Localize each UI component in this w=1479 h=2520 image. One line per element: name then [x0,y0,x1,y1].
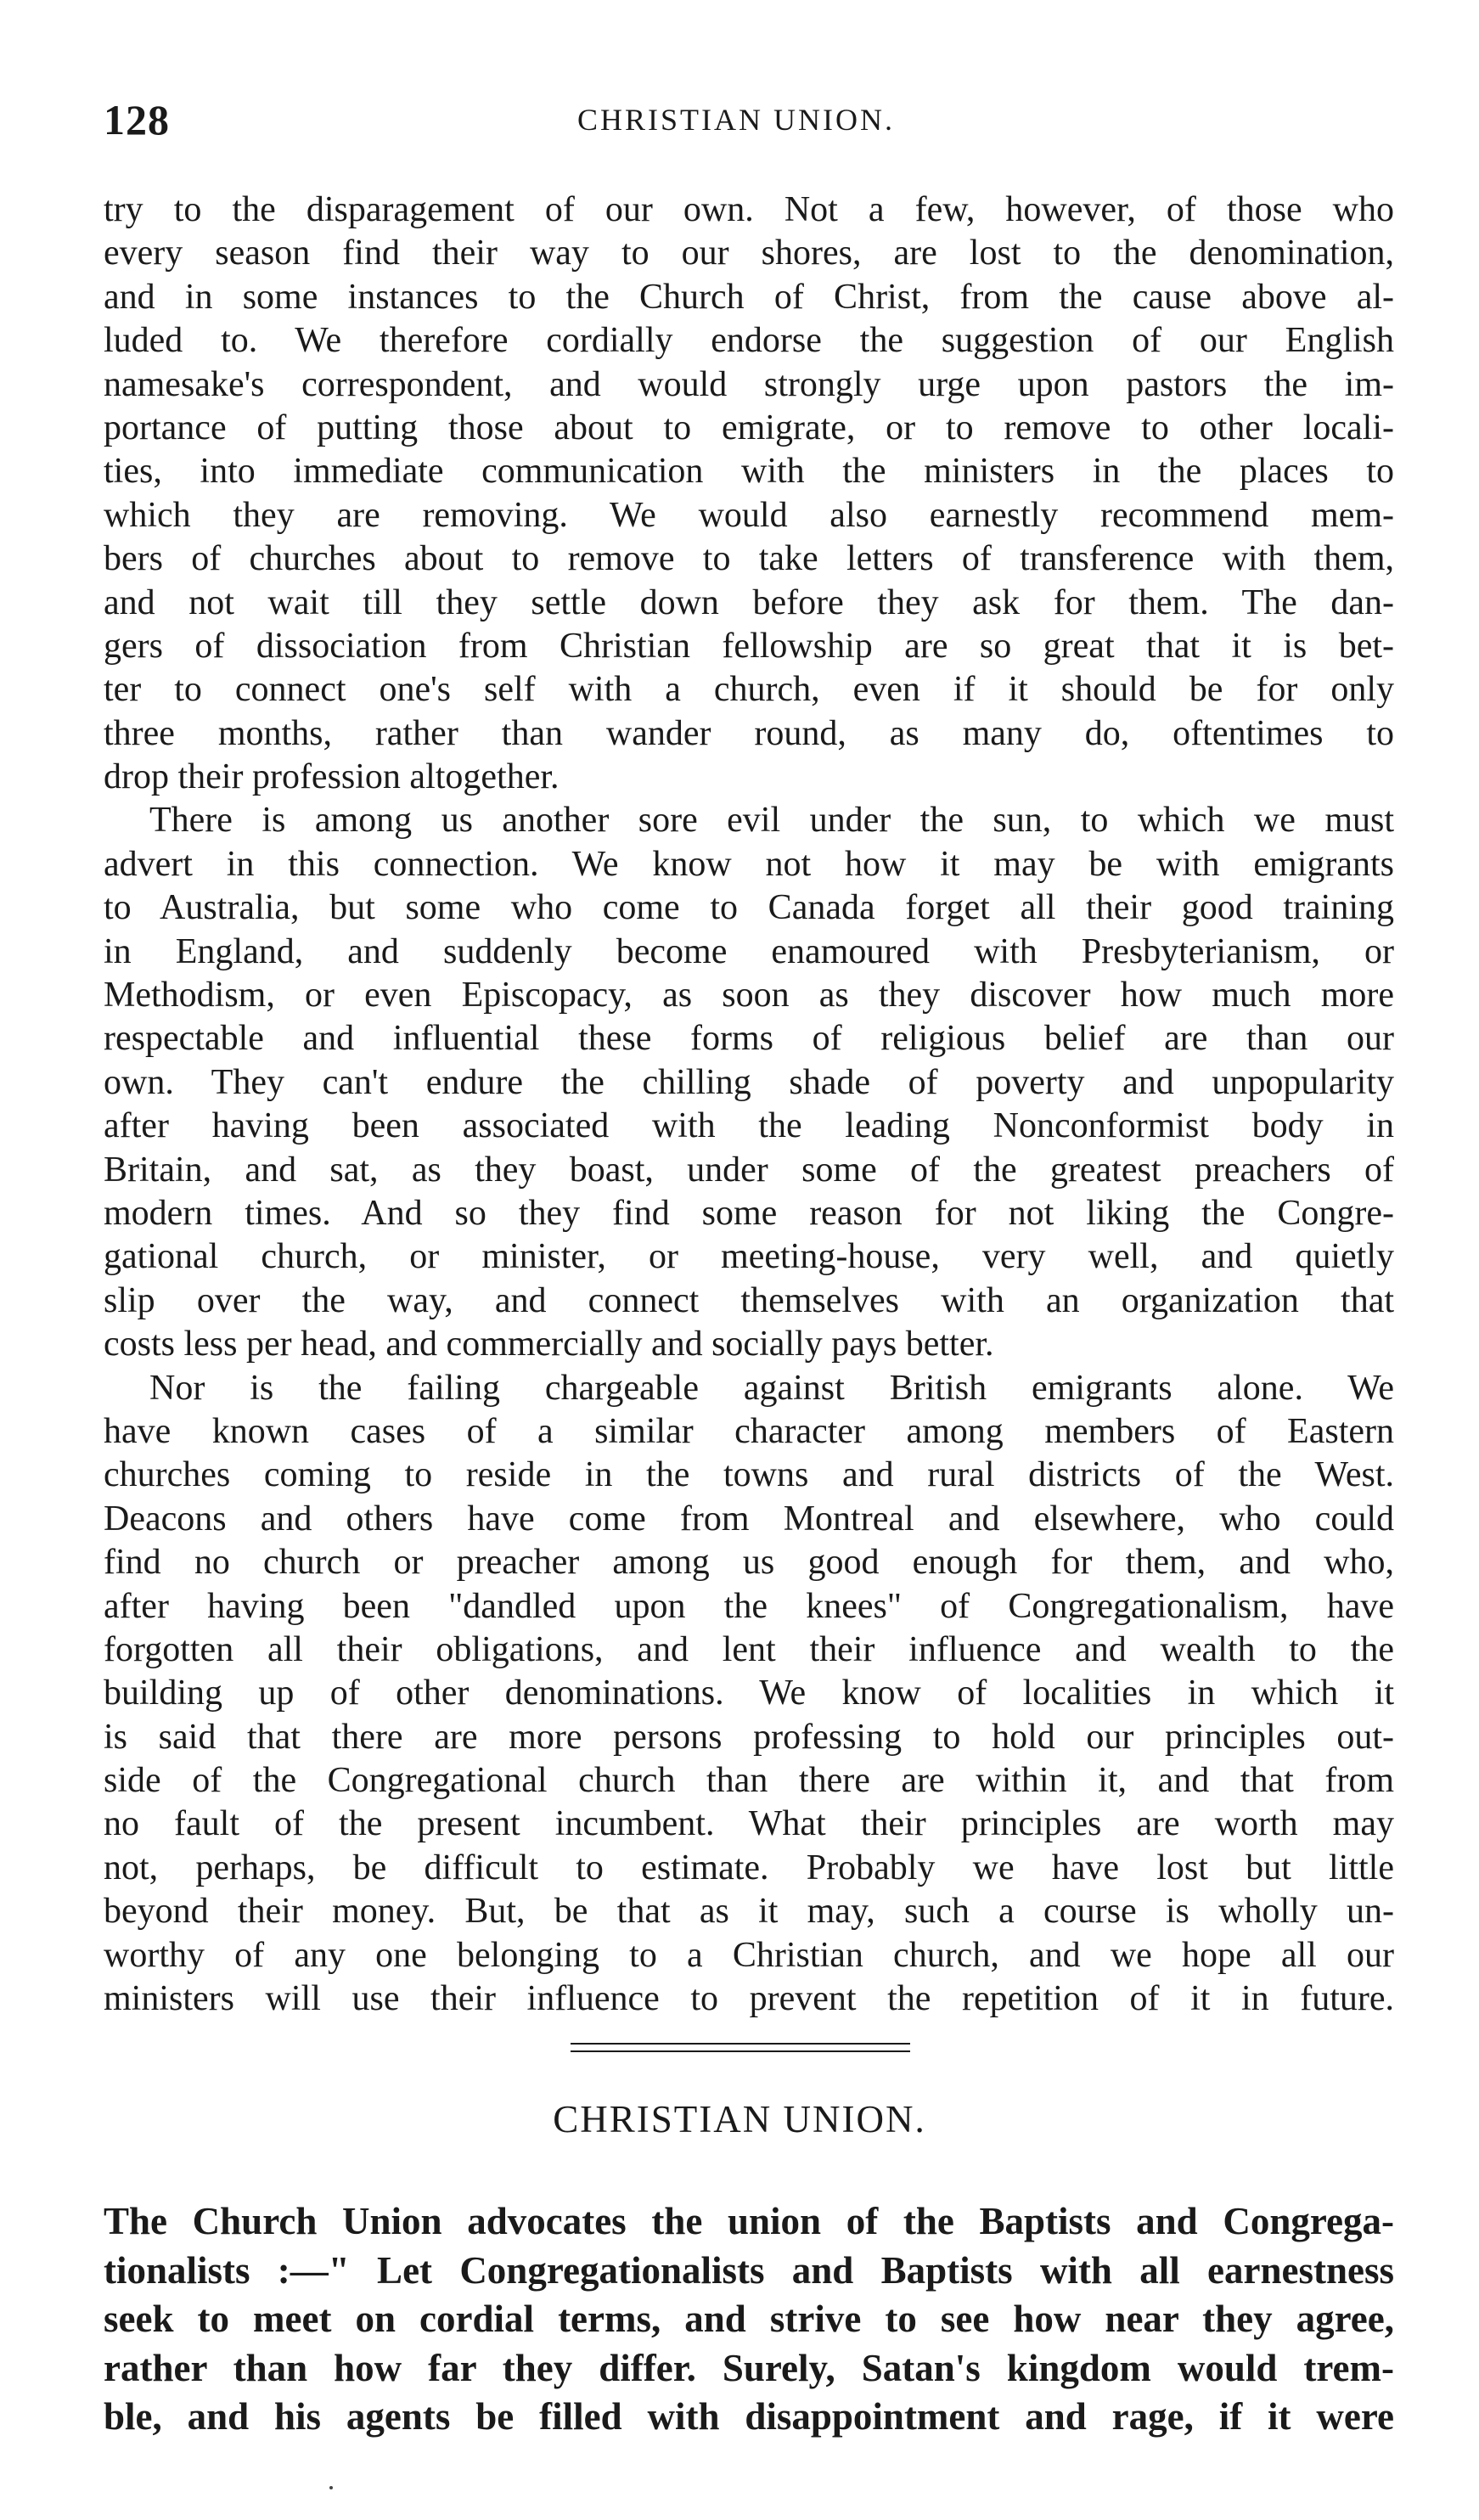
text-line: Deacons and others have come from Montreal and elsewhere, who could [104,1499,1394,1538]
text-line: namesake's correspondent, and would strongly urge upon pastors the im- [104,364,1394,404]
text-line: find no church or preacher among us good enough for them, and who, [104,1543,1394,1583]
text-line: forgotten all their obligations, and lent their influence and wealth to the [104,1629,1394,1669]
text-line: seek to meet on cordial terms, and strive to see how near they agree, [104,2298,1394,2340]
text-line: costs less per head, and commercially and socially pays better. [104,1325,994,1364]
text-line: portance of putting those about to emigrate, or to remove to other locali- [104,408,1394,447]
divider-rule [571,2043,910,2045]
text-line: worthy of any one belonging to a Christian church, and we hope all our [104,1935,1394,1975]
text-line: and in some instances to the Church of Christ, from the cause above al- [104,277,1394,317]
text-line: in England, and suddenly become enamoured with Presbyterianism, or [104,931,1394,971]
text-line: no fault of the present incumbent. What their principles are worth may [104,1804,1394,1844]
text-line: which they are removing. We would also earnestly recommend mem- [104,495,1394,535]
text-line: bers of churches about to remove to take letters of transference with them, [104,539,1394,579]
text-line: ble, and his agents be filled with disappointment and rage, if it were [104,2395,1394,2438]
text-line: ministers will use their influence to prevent the repetition of it in future. [104,1979,1394,2019]
text-line: advert in this connection. We know not how it may be with emigrants [104,844,1394,884]
text-line: slip over the way, and connect themselves with an organization that [104,1280,1394,1320]
text-line: after having been "dandled upon the knees" of Congregationalism, have [104,1586,1394,1626]
page-number: 128 [104,96,170,143]
text-line: churches coming to reside in the towns and rural districts of the West. [104,1455,1394,1495]
text-line: try to the disparagement of our own. Not a few, however, of those who [104,190,1394,229]
text-line: beyond their money. But, be that as it may, such a course is wholly un- [104,1892,1394,1932]
text-line: every season find their way to our shores, are lost to the denomination, [104,233,1394,273]
text-line: building up of other denominations. We know of localities in which it [104,1673,1394,1713]
text-line: after having been associated with the leading Nonconformist body in [104,1106,1394,1146]
text-line: tionalists :—" Let Congregationalists and Baptists with all earnestness [104,2248,1394,2292]
text-line: ter to connect one's self with a church, even if it should be for only [104,670,1394,710]
print-speck [329,2486,333,2489]
text-line: and not wait till they settle down before they ask for them. The dan- [104,582,1394,622]
text-line: gers of dissociation from Christian fellowship are so great that it is bet- [104,626,1394,666]
section-title: CHRISTIAN UNION. [553,2098,926,2140]
text-line: gational church, or minister, or meeting-house, very well, and quietly [104,1237,1394,1277]
text-line: There is among us another sore evil under the sun, to which we must [149,801,1394,841]
text-line: three months, rather than wander round, as many do, oftentimes to [104,713,1394,753]
text-line: is said that there are more persons professing to hold our principles out- [104,1717,1394,1757]
text-line: to Australia, but some who come to Canada forget all their good training [104,888,1394,928]
text-line: The Church Union advocates the union of the Baptists and Congrega- [104,2200,1394,2242]
text-line: respectable and influential these forms of religious belief are than our [104,1019,1394,1059]
running-head: CHRISTIAN UNION. [577,103,895,137]
text-line: own. They can't endure the chilling shade of poverty and unpopularity [104,1062,1394,1102]
text-line: not, perhaps, be difficult to estimate. Probably we have lost but little [104,1848,1394,1887]
section-body [104,2197,1394,2442]
divider-rule [571,2050,910,2052]
text-line: luded to. We therefore cordially endorse the suggestion of our English [104,321,1394,361]
text-line: drop their profession altogether. [104,757,560,797]
section-divider [571,2043,910,2058]
article-body [104,188,1394,2021]
text-line: Methodism, or even Episcopacy, as soon as they discover how much more [104,976,1394,1015]
text-line: have known cases of a similar character among members of Eastern [104,1411,1394,1451]
page-header [104,95,1394,155]
text-line: Nor is the failing chargeable against British emigrants alone. We [149,1368,1394,1408]
text-line: Britain, and sat, as they boast, under some of the greatest preachers of [104,1150,1394,1190]
text-line: ties, into immediate communication with the ministers in the places to [104,452,1394,492]
text-line: rather than how far they differ. Surely, Satan's kingdom would trem- [104,2346,1394,2389]
text-line: side of the Congregational church than there are within it, and that from [104,1761,1394,1801]
text-line: modern times. And so they find some reason for not liking the Congre- [104,1193,1394,1233]
